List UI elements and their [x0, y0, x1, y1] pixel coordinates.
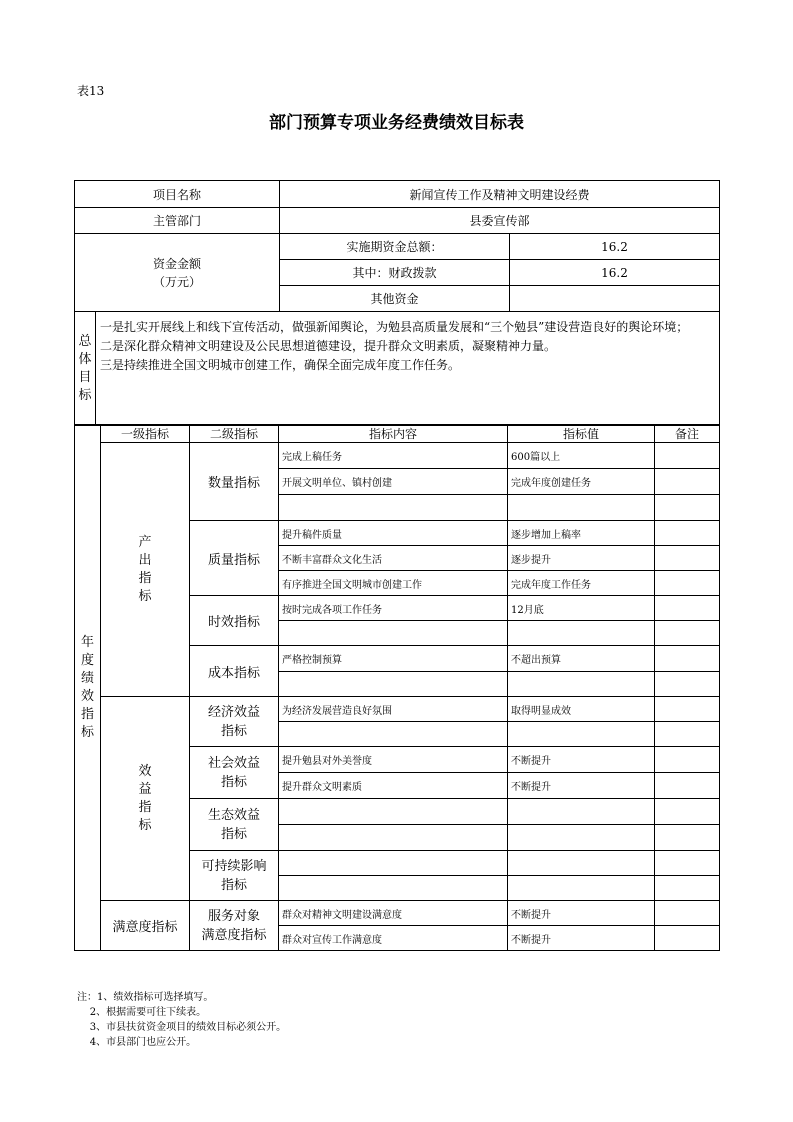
indicator-content — [279, 851, 508, 876]
indicator-note — [655, 851, 720, 876]
service-satisfaction-label: 服务对象 满意度指标 — [190, 901, 279, 951]
footnotes — [77, 990, 286, 1050]
indicator-value: 12月底 — [508, 596, 655, 621]
indicator-content — [279, 495, 508, 521]
indicator-note — [655, 521, 720, 546]
social-benefit-label: 社会效益 指标 — [190, 747, 279, 799]
footnote-line: 3、市县扶贫资金项目的绩效目标必须公开。 — [77, 1022, 287, 1033]
other-fund-value — [510, 286, 720, 312]
project-name-value: 新闻宣传工作及精神文明建设经费 — [280, 181, 720, 208]
indicator-note — [655, 901, 720, 926]
indicator-content: 为经济发展营造良好氛围 — [279, 697, 508, 722]
indicator-content: 提升群众文明素质 — [279, 773, 508, 799]
column-header: 一级指标 — [101, 425, 190, 443]
indicator-note — [655, 722, 720, 747]
annual-indicator-label: 年度绩效指标 — [75, 425, 101, 951]
column-header: 二级指标 — [190, 425, 279, 443]
project-info-table — [74, 180, 720, 426]
indicator-note — [655, 825, 720, 851]
indicator-content: 群众对精神文明建设满意度 — [279, 901, 508, 926]
total-fund-label: 实施期资金总额： — [280, 234, 510, 260]
indicator-content — [279, 672, 508, 697]
indicator-content — [279, 799, 508, 825]
overall-goal-cell — [75, 312, 720, 426]
indicator-note — [655, 799, 720, 825]
department-value: 县委宣传部 — [280, 208, 720, 234]
column-header: 备注 — [655, 425, 720, 443]
indicator-value — [508, 825, 655, 851]
indicator-note — [655, 546, 720, 571]
indicator-value: 不超出预算 — [508, 646, 655, 672]
column-header: 指标内容 — [279, 425, 508, 443]
performance-indicator-table — [74, 424, 720, 951]
indicator-value: 不断提升 — [508, 926, 655, 951]
overall-goal-text — [96, 312, 719, 425]
sustainable-impact-label: 可持续影响 指标 — [190, 851, 279, 901]
cost-indicator-label: 成本指标 — [190, 646, 279, 697]
indicator-value: 完成年度创建任务 — [508, 469, 655, 495]
economic-benefit-label: 经济效益 指标 — [190, 697, 279, 747]
goal-line: 一是扎实开展线上和线下宣传活动，做强新闻舆论，为勉县高质量发展和“三个勉县”建设营造良好的舆论环境； — [100, 320, 689, 334]
indicator-value — [508, 621, 655, 646]
benefit-indicator-label: 效益指标 — [101, 697, 190, 901]
fiscal-fund-value: 16.2 — [510, 260, 720, 286]
fund-amount-label: 资金金额 （万元） — [75, 234, 280, 312]
indicator-value: 完成年度工作任务 — [508, 571, 655, 596]
quality-indicator-label: 质量指标 — [190, 521, 279, 596]
indicator-content — [279, 621, 508, 646]
indicator-value: 不断提升 — [508, 901, 655, 926]
indicator-value: 取得明显成效 — [508, 697, 655, 722]
indicator-value: 逐步提升 — [508, 546, 655, 571]
timeliness-indicator-label: 时效指标 — [190, 596, 279, 646]
ecological-benefit-label: 生态效益 指标 — [190, 799, 279, 851]
satisfaction-indicator-label: 满意度指标 — [101, 901, 190, 951]
page-title: 部门预算专项业务经费绩效目标表 — [269, 113, 524, 133]
footnote-line: 注：1、绩效指标可选择填写。 — [77, 992, 214, 1003]
indicator-value: 不断提升 — [508, 773, 655, 799]
table-number: 表13 — [77, 84, 105, 98]
other-fund-label: 其他资金 — [280, 286, 510, 312]
indicator-note — [655, 443, 720, 469]
indicator-content: 提升勉县对外美誉度 — [279, 747, 508, 773]
output-indicator-label: 产出指标 — [101, 443, 190, 697]
indicator-content: 完成上稿任务 — [279, 443, 508, 469]
indicator-note — [655, 621, 720, 646]
indicator-value — [508, 851, 655, 876]
indicator-value: 600篇以上 — [508, 443, 655, 469]
indicator-value — [508, 876, 655, 901]
indicator-note — [655, 646, 720, 672]
indicator-content: 严格控制预算 — [279, 646, 508, 672]
total-fund-value: 16.2 — [510, 234, 720, 260]
indicator-value — [508, 799, 655, 825]
goal-line: 三是持续推进全国文明城市创建工作，确保全面完成年度工作任务。 — [100, 358, 461, 372]
indicator-content: 提升稿件质量 — [279, 521, 508, 546]
indicator-note — [655, 926, 720, 951]
column-header: 指标值 — [508, 425, 655, 443]
indicator-value: 不断提升 — [508, 747, 655, 773]
indicator-note — [655, 469, 720, 495]
indicator-value — [508, 722, 655, 747]
project-name-label: 项目名称 — [75, 181, 280, 208]
indicator-content: 群众对宣传工作满意度 — [279, 926, 508, 951]
indicator-content: 不断丰富群众文化生活 — [279, 546, 508, 571]
indicator-note — [655, 596, 720, 621]
indicator-content: 开展文明单位、镇村创建 — [279, 469, 508, 495]
indicator-value — [508, 495, 655, 521]
overall-goal-label: 总体目标 — [78, 333, 92, 403]
indicator-note — [655, 672, 720, 697]
quantity-indicator-label: 数量指标 — [190, 443, 279, 521]
indicator-content: 有序推进全国文明城市创建工作 — [279, 571, 508, 596]
indicator-note — [655, 876, 720, 901]
indicator-value: 逐步增加上稿率 — [508, 521, 655, 546]
indicator-note — [655, 747, 720, 773]
indicator-content — [279, 825, 508, 851]
indicator-content: 按时完成各项工作任务 — [279, 596, 508, 621]
indicator-note — [655, 773, 720, 799]
goal-line: 二是深化群众精神文明建设及公民思想道德建设，提升群众文明素质，凝聚精神力量。 — [100, 339, 557, 353]
indicator-note — [655, 571, 720, 596]
indicator-content — [279, 722, 508, 747]
fiscal-fund-label: 其中：财政拨款 — [280, 260, 510, 286]
indicator-note — [655, 495, 720, 521]
footnote-line: 2、根据需要可往下续表。 — [77, 1007, 207, 1018]
indicator-note — [655, 697, 720, 722]
footnote-line: 4、市县部门也应公开。 — [77, 1037, 197, 1048]
indicator-content — [279, 876, 508, 901]
department-label: 主管部门 — [75, 208, 280, 234]
indicator-value — [508, 672, 655, 697]
